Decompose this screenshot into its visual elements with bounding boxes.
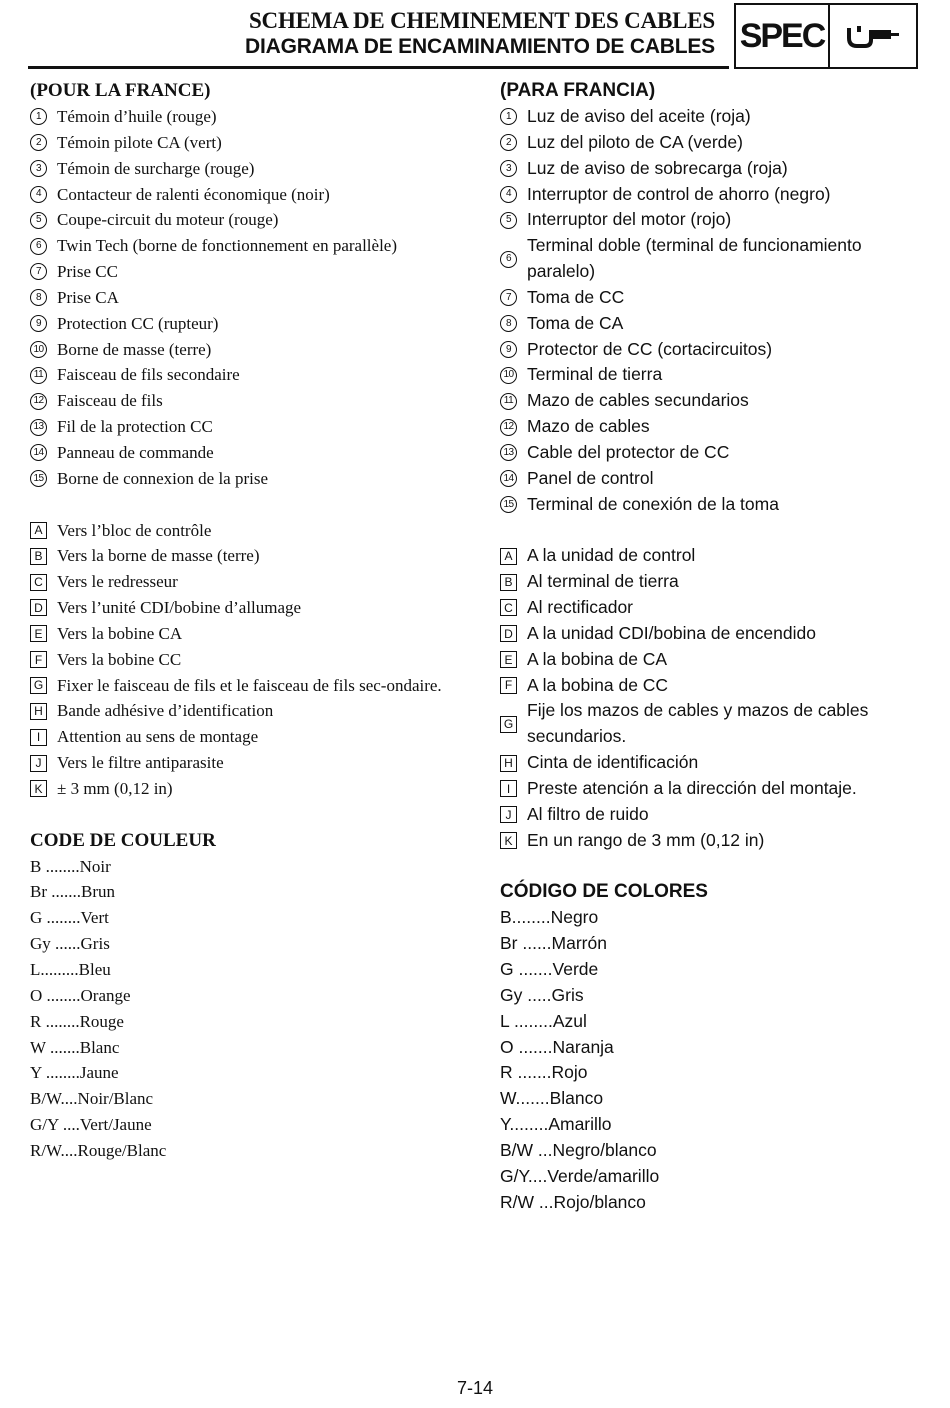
boxed-letter: D	[30, 599, 47, 616]
es-lettered-item	[500, 750, 920, 776]
es-lettered-item	[500, 621, 920, 647]
es-numbered-text: Interruptor de control de ahorro (negro)	[527, 183, 831, 204]
french-lettered-list	[30, 518, 450, 802]
es-lettered-text: Al filtro de ruido	[527, 803, 649, 824]
es-color-code-item: W.......Blanco	[500, 1088, 604, 1109]
fr-numbered-text: Protection CC (rupteur)	[57, 313, 219, 333]
circled-number: 11	[500, 393, 517, 410]
page-header	[245, 8, 715, 60]
circled-number: 4	[30, 186, 47, 203]
fr-numbered-item	[30, 388, 450, 414]
circled-number: 5	[500, 212, 517, 229]
es-numbered-item	[500, 362, 920, 388]
fr-lettered-text: Vers la bobine CC	[57, 649, 182, 669]
fr-lettered-item	[30, 673, 450, 699]
fr-color-code-item: B/W....Noir/Blanc	[30, 1089, 154, 1109]
es-color-code-item: B........Negro	[500, 907, 599, 928]
header-divider	[28, 66, 729, 69]
boxed-letter: F	[30, 651, 47, 668]
fr-numbered-text: Prise CA	[57, 287, 119, 307]
fr-lettered-item	[30, 543, 450, 569]
fr-lettered-item	[30, 698, 450, 724]
boxed-letter: I	[500, 780, 517, 797]
es-numbered-text: Mazo de cables	[527, 416, 650, 437]
es-color-code-item: Gy .....Gris	[500, 984, 584, 1005]
es-lettered-item	[500, 828, 920, 854]
fr-numbered-item	[30, 207, 450, 233]
spanish-color-code-list	[500, 905, 920, 1215]
circled-number: 12	[500, 419, 517, 436]
boxed-letter: I	[30, 729, 47, 746]
circled-number: 15	[500, 496, 517, 513]
fr-lettered-text: Vers le filtre antiparasite	[57, 753, 224, 773]
fr-lettered-item	[30, 750, 450, 776]
fr-lettered-text: Vers l’bloc de contrôle	[57, 520, 212, 540]
fr-color-code-item: W .......Blanc	[30, 1037, 120, 1057]
circled-number: 6	[500, 251, 517, 268]
fr-numbered-text: Témoin de surcharge (rouge)	[57, 158, 255, 178]
es-color-code-item: G/Y....Verde/amarillo	[500, 1165, 660, 1186]
french-column	[30, 78, 450, 1164]
fr-numbered-item	[30, 233, 450, 259]
es-numbered-text: Interruptor del motor (rojo)	[527, 209, 732, 230]
es-lettered-item	[500, 673, 920, 699]
fr-numbered-item	[30, 104, 450, 130]
boxed-letter: A	[30, 522, 47, 539]
es-numbered-item	[500, 207, 920, 233]
circled-number: 6	[30, 238, 47, 255]
fr-numbered-item	[30, 337, 450, 363]
circled-number: 9	[30, 315, 47, 332]
fr-color-code-item: R ........Rouge	[30, 1011, 124, 1031]
boxed-letter: J	[500, 806, 517, 823]
es-numbered-item	[500, 466, 920, 492]
fr-color-code-item: R/W....Rouge/Blanc	[30, 1140, 167, 1160]
boxed-letter: B	[500, 574, 517, 591]
fr-numbered-text: Twin Tech (borne de fonctionnement en parallèle)	[57, 236, 397, 256]
es-lettered-item	[500, 543, 920, 569]
page-number: 7-14	[456, 1378, 494, 1398]
french-color-code-list	[30, 854, 450, 1164]
multimeter-probe-icon	[830, 5, 916, 67]
fr-color-code-item: B ........Noir	[30, 856, 111, 876]
fr-lettered-item	[30, 647, 450, 673]
fr-numbered-item	[30, 156, 450, 182]
es-numbered-item	[500, 285, 920, 311]
boxed-letter: J	[30, 755, 47, 772]
spec-label: SPEC	[736, 5, 830, 67]
fr-numbered-item	[30, 311, 450, 337]
circled-number: 8	[500, 315, 517, 332]
spanish-lettered-list	[500, 543, 920, 853]
es-numbered-text: Terminal de tierra	[527, 364, 663, 385]
es-numbered-text: Protector de CC (cortacircuitos)	[527, 338, 773, 359]
boxed-letter: B	[30, 548, 47, 565]
fr-numbered-item	[30, 182, 450, 208]
circled-number: 3	[500, 160, 517, 177]
es-numbered-text: Cable del protector de CC	[527, 441, 730, 462]
circled-number: 7	[500, 289, 517, 306]
circled-number: 10	[30, 341, 47, 358]
fr-numbered-item	[30, 130, 450, 156]
circled-number: 2	[500, 134, 517, 151]
fr-lettered-item	[30, 569, 450, 595]
es-numbered-text: Terminal de conexión de la toma	[527, 493, 779, 514]
fr-lettered-item	[30, 724, 450, 750]
es-lettered-text: A la unidad CDI/bobina de encendido	[527, 622, 816, 643]
fr-numbered-text: Témoin pilote CA (vert)	[57, 132, 222, 152]
circled-number: 12	[30, 393, 47, 410]
fr-numbered-item	[30, 285, 450, 311]
boxed-letter: G	[500, 716, 517, 733]
spanish-numbered-list	[500, 104, 920, 518]
fr-lettered-text: Attention au sens de montage	[57, 727, 259, 747]
es-numbered-item	[500, 388, 920, 414]
boxed-letter: F	[500, 677, 517, 694]
es-numbered-item	[500, 414, 920, 440]
french-color-code-title: CODE DE COULEUR	[30, 829, 216, 851]
es-lettered-item	[500, 776, 920, 802]
es-lettered-text: Cinta de identificación	[527, 752, 699, 773]
boxed-letter: E	[30, 625, 47, 642]
fr-numbered-text: Prise CC	[57, 262, 118, 282]
fr-lettered-text: Vers l’unité CDI/bobine d’allumage	[57, 598, 302, 618]
es-numbered-text: Luz de aviso del aceite (roja)	[527, 106, 751, 126]
es-numbered-text: Luz de aviso de sobrecarga (roja)	[527, 157, 788, 178]
circled-number: 8	[30, 289, 47, 306]
es-numbered-item	[500, 337, 920, 363]
es-numbered-text: Mazo de cables secundarios	[527, 390, 749, 411]
fr-lettered-item	[30, 621, 450, 647]
es-lettered-item	[500, 698, 920, 750]
es-numbered-text: Panel de control	[527, 467, 654, 488]
fr-numbered-text: Faisceau de fils secondaire	[57, 365, 240, 385]
es-numbered-text: Toma de CC	[527, 286, 625, 307]
fr-lettered-item	[30, 776, 450, 802]
circled-number: 14	[30, 444, 47, 461]
spanish-color-code-title: CÓDIGO DE COLORES	[500, 881, 708, 903]
circled-number: 2	[30, 134, 47, 151]
fr-lettered-text: Vers le redresseur	[57, 572, 178, 592]
es-color-code-item: L ........Azul	[500, 1010, 587, 1031]
fr-color-code-item: G ........Vert	[30, 908, 109, 928]
es-color-code-item: R .......Rojo	[500, 1062, 588, 1083]
es-numbered-item	[500, 233, 920, 285]
circled-number: 7	[30, 263, 47, 280]
es-numbered-item	[500, 104, 920, 130]
circled-number: 3	[30, 160, 47, 177]
title-french: SCHEMA DE CHEMINEMENT DES CABLES	[248, 8, 715, 33]
es-numbered-item	[500, 440, 920, 466]
fr-numbered-item	[30, 259, 450, 285]
es-color-code-item: R/W ...Rojo/blanco	[500, 1191, 646, 1212]
es-color-code-item: O .......Naranja	[500, 1036, 614, 1057]
es-color-code-item: B/W ...Negro/blanco	[500, 1139, 657, 1160]
circled-number: 15	[30, 470, 47, 487]
spanish-section-title: (PARA FRANCIA)	[500, 80, 656, 101]
es-lettered-item	[500, 647, 920, 673]
fr-lettered-item	[30, 595, 450, 621]
fr-numbered-text: Panneau de commande	[57, 442, 214, 462]
es-numbered-text: Toma de CA	[527, 312, 624, 333]
boxed-letter: K	[30, 780, 47, 797]
boxed-letter: E	[500, 651, 517, 668]
es-lettered-text: A la bobina de CA	[527, 648, 668, 669]
boxed-letter: G	[30, 677, 47, 694]
fr-color-code-item: Br .......Brun	[30, 882, 115, 902]
spanish-column	[500, 78, 920, 1215]
es-numbered-item	[500, 492, 920, 518]
es-lettered-text: Fije los mazos de cables y mazos de cables secundarios.	[527, 700, 869, 747]
es-lettered-item	[500, 569, 920, 595]
boxed-letter: C	[30, 574, 47, 591]
boxed-letter: A	[500, 548, 517, 565]
boxed-letter: C	[500, 599, 517, 616]
spec-badge	[734, 3, 918, 69]
boxed-letter: K	[500, 832, 517, 849]
title-spanish: DIAGRAMA DE ENCAMINAMIENTO DE CABLES	[245, 35, 715, 58]
es-numbered-item	[500, 156, 920, 182]
fr-color-code-item: Y ........Jaune	[30, 1063, 119, 1083]
fr-lettered-text: Bande adhésive d’identification	[57, 701, 274, 721]
es-numbered-item	[500, 130, 920, 156]
es-color-code-item: Br ......Marrón	[500, 933, 607, 954]
es-lettered-text: En un rango de 3 mm (0,12 in)	[527, 829, 765, 850]
es-lettered-text: Al rectificador	[527, 597, 634, 618]
fr-lettered-text: Vers la bobine CA	[57, 623, 183, 643]
fr-color-code-item: Gy ......Gris	[30, 934, 110, 954]
fr-lettered-text: Fixer le faisceau de fils et le faisceau de fils sec-ondaire.	[57, 675, 442, 695]
boxed-letter: D	[500, 625, 517, 642]
circled-number: 5	[30, 212, 47, 229]
es-color-code-item: Y........Amarillo	[500, 1114, 612, 1135]
es-numbered-item	[500, 182, 920, 208]
boxed-letter: H	[30, 703, 47, 720]
boxed-letter: H	[500, 755, 517, 772]
es-lettered-text: A la unidad de control	[527, 545, 696, 566]
circled-number: 13	[30, 419, 47, 436]
fr-numbered-item	[30, 414, 450, 440]
fr-numbered-text: Faisceau de fils	[57, 391, 163, 411]
circled-number: 11	[30, 367, 47, 384]
fr-numbered-item	[30, 362, 450, 388]
fr-color-code-item: L.........Bleu	[30, 960, 111, 979]
fr-numbered-text: Coupe-circuit du moteur (rouge)	[57, 210, 279, 230]
es-lettered-item	[500, 802, 920, 828]
fr-numbered-item	[30, 466, 450, 492]
circled-number: 14	[500, 470, 517, 487]
circled-number: 1	[30, 108, 47, 125]
fr-numbered-item	[30, 440, 450, 466]
french-numbered-list	[30, 104, 450, 492]
fr-color-code-item: G/Y ....Vert/Jaune	[30, 1115, 152, 1135]
es-numbered-text: Luz del piloto de CA (verde)	[527, 131, 743, 152]
circled-number: 13	[500, 444, 517, 461]
fr-numbered-text: Borne de masse (terre)	[57, 339, 212, 359]
circled-number: 1	[500, 108, 517, 125]
fr-lettered-item	[30, 518, 450, 544]
french-section-title: (POUR LA FRANCE)	[30, 80, 211, 101]
fr-color-code-item: O ........Orange	[30, 985, 131, 1005]
circled-number: 4	[500, 186, 517, 203]
es-lettered-text: Al terminal de tierra	[527, 571, 679, 592]
fr-lettered-text: ± 3 mm (0,12 in)	[57, 778, 173, 798]
es-lettered-text: Preste atención a la dirección del montaje.	[527, 777, 857, 798]
es-lettered-item	[500, 595, 920, 621]
circled-number: 9	[500, 341, 517, 358]
circled-number: 10	[500, 367, 517, 384]
fr-lettered-text: Vers la borne de masse (terre)	[57, 546, 260, 566]
es-lettered-text: A la bobina de CC	[527, 674, 669, 695]
fr-numbered-text: Témoin d’huile (rouge)	[57, 107, 217, 126]
fr-numbered-text: Fil de la protection CC	[57, 417, 213, 437]
es-color-code-item: G .......Verde	[500, 959, 599, 979]
fr-numbered-text: Contacteur de ralenti économique (noir)	[57, 184, 330, 204]
fr-numbered-text: Borne de connexion de la prise	[57, 468, 269, 488]
es-numbered-item	[500, 311, 920, 337]
es-numbered-text: Terminal doble (terminal de funcionamiento paralelo)	[527, 235, 862, 282]
